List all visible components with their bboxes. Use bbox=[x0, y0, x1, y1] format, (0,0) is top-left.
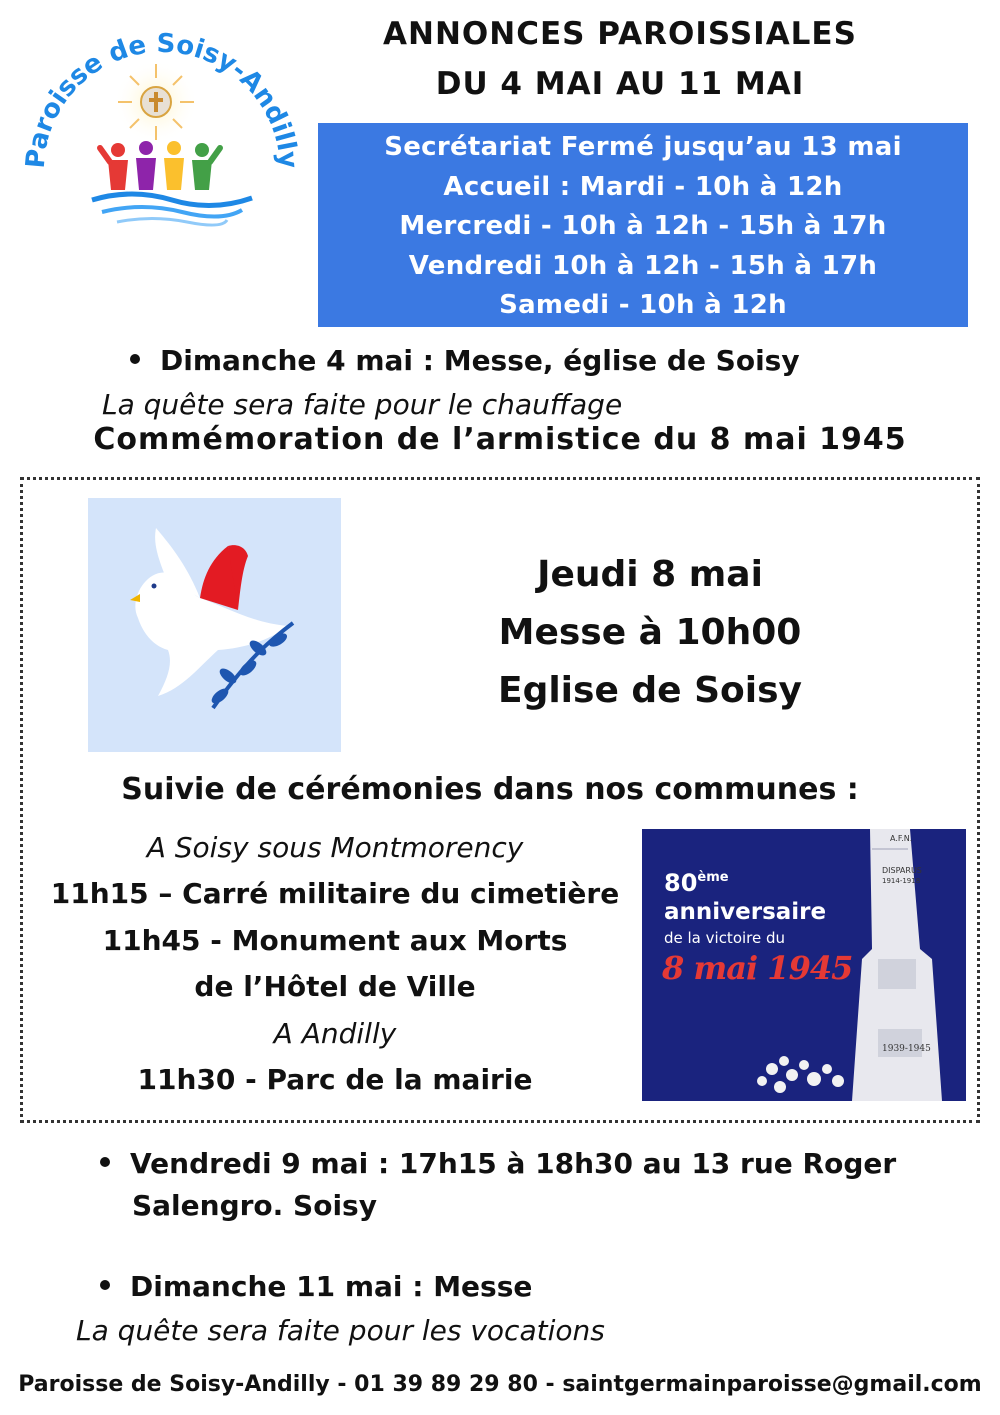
mass-time: Messe à 10h00 bbox=[498, 612, 802, 653]
sunday-2-text: Dimanche 11 mai : Messe bbox=[130, 1270, 533, 1303]
peace-dove-image bbox=[88, 498, 341, 752]
secretariat-hours-box bbox=[318, 123, 968, 327]
peace-dove-icon bbox=[88, 498, 341, 752]
ceremony-place-andilly: A Andilly bbox=[273, 1017, 397, 1050]
bullet-icon bbox=[130, 354, 140, 364]
bullet-icon bbox=[100, 1280, 110, 1290]
poster-ordinal: 80ème bbox=[664, 869, 729, 897]
sunday-1-announcement bbox=[130, 344, 800, 377]
secretariat-line: Mercredi - 10h à 12h - 15h à 17h bbox=[399, 211, 887, 241]
ceremony-place-soisy: A Soisy sous Montmorency bbox=[146, 831, 524, 864]
secretariat-line: Secrétariat Fermé jusqu’au 13 mai bbox=[384, 132, 902, 162]
poster-date: 8 mai 1945 bbox=[662, 949, 853, 987]
mass-location: Eglise de Soisy bbox=[497, 670, 803, 711]
secretariat-line: Accueil : Mardi - 10h à 12h bbox=[443, 171, 843, 202]
secretariat-line: Vendredi 10h à 12h - 15h à 17h bbox=[408, 250, 878, 281]
ceremony-item: 11h15 – Carré militaire du cimetière bbox=[50, 877, 620, 910]
parish-logo-icon bbox=[22, 20, 302, 230]
parish-logo bbox=[22, 20, 302, 230]
logo-arc-text: Paroisse de Soisy-Andilly bbox=[22, 28, 302, 170]
ceremony-item: 11h45 - Monument aux Morts bbox=[102, 924, 568, 957]
header-title-line-2: DU 4 MAI AU 11 MAI bbox=[435, 66, 805, 102]
secretariat-line: Samedi - 10h à 12h bbox=[499, 290, 787, 320]
sunday-2-announcement bbox=[100, 1270, 532, 1303]
poster-plaque-4: 1939-1945 bbox=[882, 1044, 931, 1054]
footer-contact: Paroisse de Soisy-Andilly - 01 39 89 29 80 - saintgermainparoisse@gmail.com bbox=[18, 1372, 982, 1397]
header-title-line-1: ANNONCES PAROISSIALES bbox=[383, 16, 857, 52]
sunday-1-collection-note: La quête sera faite pour le chauffage bbox=[102, 388, 623, 421]
mass-day: Jeudi 8 mai bbox=[537, 554, 763, 595]
poster-plaque-1: A.F.N. bbox=[890, 834, 913, 843]
ceremony-item: de l’Hôtel de Ville bbox=[194, 970, 476, 1003]
friday-text: Vendredi 9 mai : 17h15 à 18h30 au 13 rue Roger bbox=[130, 1147, 897, 1180]
ceremony-item: 11h30 - Parc de la mairie bbox=[137, 1063, 533, 1096]
ceremonies-title: Suivie de cérémonies dans nos communes : bbox=[121, 772, 859, 807]
poster-line-1: anniversaire bbox=[664, 899, 827, 925]
friday-announcement-line-1 bbox=[100, 1147, 896, 1180]
sunday-1-text: Dimanche 4 mai : Messe, église de Soisy bbox=[160, 344, 800, 377]
bullet-icon bbox=[100, 1157, 110, 1167]
commemoration-title: Commémoration de l’armistice du 8 mai 1945 bbox=[93, 422, 907, 457]
friday-announcement-line-2: Salengro. Soisy bbox=[132, 1189, 377, 1222]
poster-plaque-3: 1914-1918 bbox=[882, 877, 921, 885]
sunday-2-collection-note: La quête sera faite pour les vocations bbox=[76, 1314, 605, 1347]
poster-line-2: de la victoire du bbox=[664, 929, 786, 947]
poster-plaque-2: DISPARUS bbox=[882, 866, 922, 875]
victory-anniversary-poster bbox=[642, 829, 966, 1101]
